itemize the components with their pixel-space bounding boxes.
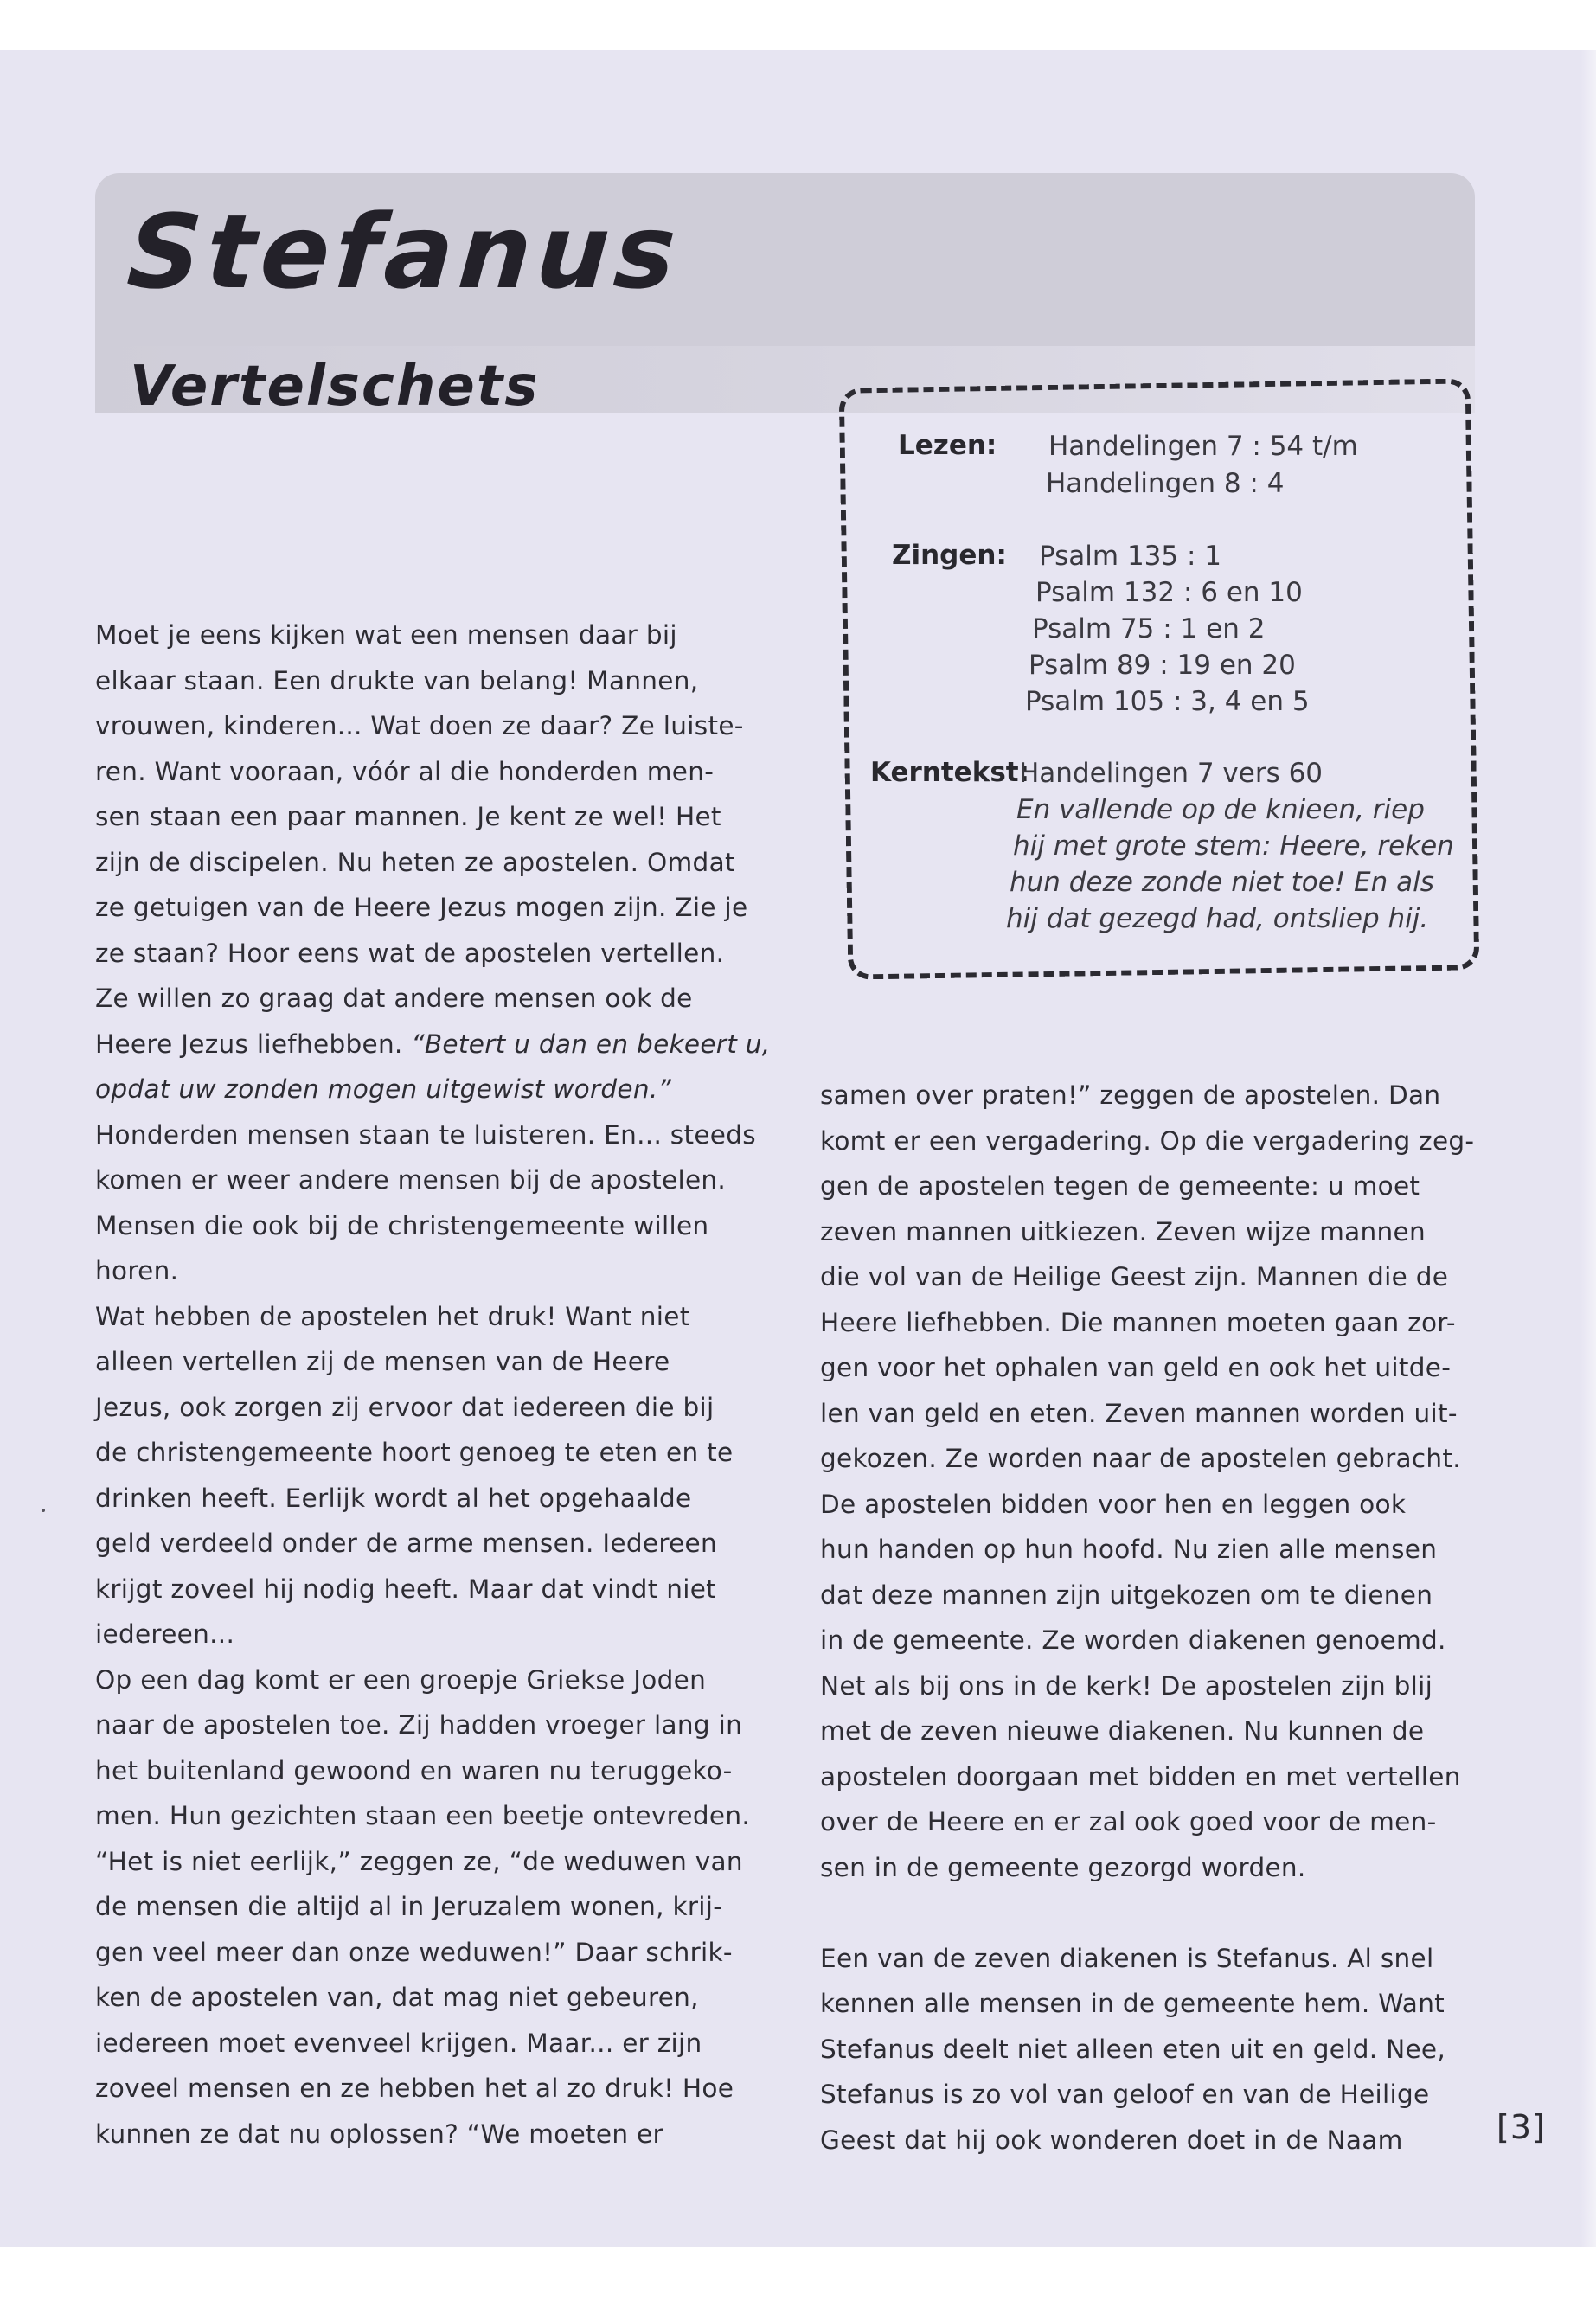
text-line: hun handen op hun hoofd. Nu zien alle mensen bbox=[820, 1535, 1438, 1564]
page-edge bbox=[1580, 50, 1596, 2247]
page-subtitle: Vertelschets bbox=[130, 355, 540, 419]
text-line: gen veel meer dan onze weduwen!” Daar schrik- bbox=[95, 1937, 733, 1967]
text-line: naar de apostelen toe. Zij hadden vroeger lang in bbox=[95, 1710, 743, 1740]
kerntekst-line: hij dat gezegd had, ontsliep hij. bbox=[1006, 903, 1429, 934]
text-line: zijn de discipelen. Nu heten ze apostelen. Omdat bbox=[95, 847, 735, 877]
text-line: in de gemeente. Ze worden diakenen genoemd. bbox=[820, 1625, 1446, 1655]
text-line: ken de apostelen van, dat mag niet gebeuren, bbox=[95, 1983, 699, 2012]
text-line: Stefanus deelt niet alleen eten uit en geld. Nee, bbox=[820, 2034, 1446, 2064]
text-line: kunnen ze dat nu oplossen? “We moeten er bbox=[95, 2118, 663, 2149]
text-line: men. Hun gezichten staan een beetje ontevreden. bbox=[95, 1801, 751, 1830]
text-line bbox=[95, 1022, 770, 1067]
text-segment: Heere Jezus liefhebben. bbox=[95, 1029, 403, 1059]
text-line: vrouwen, kinderen... Wat doen ze daar? Ze luiste- bbox=[95, 711, 744, 740]
text-line: Honderden mensen staan te luisteren. En... steeds bbox=[95, 1119, 756, 1150]
story-column-right bbox=[820, 1073, 1474, 2163]
zingen-line: Psalm 75 : 1 en 2 bbox=[1032, 613, 1266, 644]
text-line: drinken heeft. Eerlijk wordt al het opgehaalde bbox=[95, 1483, 692, 1513]
kerntekst-reference: Handelingen 7 vers 60 bbox=[1019, 758, 1324, 789]
text-line: gen voor het ophalen van geld en ook het uitde- bbox=[820, 1353, 1452, 1382]
text-line: sen staan een paar mannen. Je kent ze wel! Het bbox=[95, 802, 721, 831]
text-line: Ze willen zo graag dat andere mensen ook de bbox=[95, 984, 693, 1013]
zingen-line: Psalm 89 : 19 en 20 bbox=[1029, 650, 1296, 681]
zingen-line: Psalm 132 : 6 en 10 bbox=[1035, 577, 1303, 608]
text-line: Jezus, ook zorgen zij ervoor dat iedereen die bij bbox=[95, 1392, 715, 1422]
text-line: horen. bbox=[95, 1256, 179, 1285]
text-line: komt er een vergadering. Op die vergadering zeg- bbox=[820, 1125, 1475, 1156]
lezen-line: Handelingen 8 : 4 bbox=[1046, 468, 1285, 499]
kerntekst-line: hij met grote stem: Heere, reken bbox=[1013, 830, 1454, 862]
zingen-line: Psalm 135 : 1 bbox=[1039, 541, 1222, 572]
zingen-label: Zingen: bbox=[892, 540, 1007, 571]
text-line: gen de apostelen tegen de gemeente: u moet bbox=[820, 1171, 1420, 1201]
quote-text: “Betert u dan en bekeert u, bbox=[411, 1029, 771, 1059]
text-line: alleen vertellen zij de mensen van de Heere bbox=[95, 1347, 670, 1376]
kerntekst-label: Kerntekst: bbox=[870, 757, 1029, 788]
text-line: Moet je eens kijken wat een mensen daar bij bbox=[95, 620, 677, 650]
text-line: Mensen die ook bij de christengemeente willen bbox=[95, 1210, 709, 1240]
text-line: de christengemeente hoort genoeg te eten en te bbox=[95, 1438, 734, 1467]
story-column-left bbox=[95, 612, 770, 2157]
text-line: De apostelen bidden voor hen en leggen ook bbox=[820, 1489, 1407, 1519]
lezen-label: Lezen: bbox=[898, 430, 997, 461]
page-title: Stefanus bbox=[124, 192, 685, 311]
text-line: de mensen die altijd al in Jeruzalem wonen, krij- bbox=[95, 1892, 723, 1921]
text-line: samen over praten!” zeggen de apostelen. Dan bbox=[820, 1080, 1441, 1110]
kerntekst-line: hun deze zonde niet toe! En als bbox=[1010, 867, 1434, 898]
text-line: zeven mannen uitkiezen. Zeven wijze mannen bbox=[820, 1216, 1426, 1247]
text-line: geld verdeeld onder de arme mensen. Iedereen bbox=[95, 1529, 717, 1558]
text-line: over de Heere en er zal ook goed voor de men- bbox=[820, 1807, 1437, 1836]
text-line: sen in de gemeente gezorgd worden. bbox=[820, 1852, 1306, 1882]
text-line: die vol van de Heilige Geest zijn. Mannen die de bbox=[820, 1262, 1449, 1292]
text-line: elkaar staan. Een drukte van belang! Mannen, bbox=[95, 665, 699, 695]
print-speck bbox=[42, 1509, 45, 1512]
page-number: [3] bbox=[1497, 2108, 1546, 2146]
text-line: zoveel mensen en ze hebben het al zo druk! Hoe bbox=[95, 2073, 734, 2103]
text-line: ze staan? Hoor eens wat de apostelen vertellen. bbox=[95, 938, 725, 968]
text-line: ze getuigen van de Heere Jezus mogen zijn. Zie je bbox=[95, 893, 748, 922]
text-line: Net als bij ons in de kerk! De apostelen zijn blij bbox=[820, 1670, 1433, 1701]
kerntekst-line: En vallende op de knieen, riep bbox=[1016, 794, 1425, 825]
text-line: Geest dat hij ook wonderen doet in de Naam bbox=[820, 2125, 1403, 2155]
text-line: len van geld en eten. Zeven mannen worden uit- bbox=[820, 1398, 1458, 1428]
text-line: Heere liefhebben. Die mannen moeten gaan zor- bbox=[820, 1307, 1456, 1337]
text-line: apostelen doorgaan met bidden en met vertellen bbox=[820, 1761, 1461, 1791]
text-line: kennen alle mensen in de gemeente hem. Want bbox=[820, 1989, 1445, 2018]
lezen-line: Handelingen 7 : 54 t/m bbox=[1048, 431, 1358, 462]
zingen-line: Psalm 105 : 3, 4 en 5 bbox=[1025, 686, 1310, 717]
text-line: krijgt zoveel hij nodig heeft. Maar dat vindt niet bbox=[95, 1574, 717, 1604]
text-line: het buitenland gewoond en waren nu teruggeko- bbox=[95, 1755, 733, 1785]
text-line: dat deze mannen zijn uitgekozen om te dienen bbox=[820, 1580, 1433, 1610]
text-line: Stefanus is zo vol van geloof en van de Heilige bbox=[820, 2080, 1430, 2109]
text-line: komen er weer andere mensen bij de apostelen. bbox=[95, 1165, 727, 1195]
quote-text: opdat uw zonden mogen uitgewist worden.” bbox=[95, 1074, 672, 1104]
text-line: Op een dag komt er een groepje Griekse Joden bbox=[95, 1664, 707, 1695]
text-line: iedereen... bbox=[95, 1619, 235, 1649]
text-line: Een van de zeven diakenen is Stefanus. Al snel bbox=[820, 1943, 1434, 1973]
text-line: iedereen moet evenveel krijgen. Maar... er zijn bbox=[95, 2028, 702, 2058]
text-line: gekozen. Ze worden naar de apostelen gebracht. bbox=[820, 1444, 1461, 1473]
text-line: ren. Want vooraan, vóór al die honderden men- bbox=[95, 756, 715, 786]
text-line: Wat hebben de apostelen het druk! Want niet bbox=[95, 1301, 690, 1331]
paragraph-gap bbox=[820, 1890, 1474, 1936]
text-line: met de zeven nieuwe diakenen. Nu kunnen de bbox=[820, 1716, 1425, 1746]
text-line: “Het is niet eerlijk,” zeggen ze, “de weduwen van bbox=[95, 1846, 743, 1876]
